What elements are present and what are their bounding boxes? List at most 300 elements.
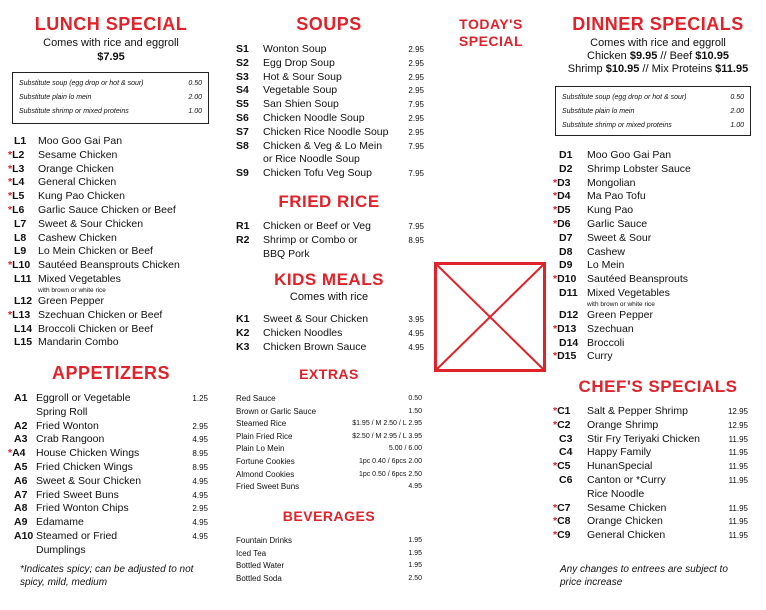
lunch-subtitle: Comes with rice and eggroll bbox=[43, 37, 179, 49]
item-name-line: Sweet & Sour bbox=[587, 231, 652, 244]
item-name-line: Fried Wonton bbox=[36, 419, 99, 432]
item-code bbox=[8, 489, 36, 503]
item-name bbox=[587, 446, 729, 460]
item-name bbox=[36, 447, 192, 461]
item-name-line: Sesame Chicken bbox=[38, 148, 118, 161]
item-name bbox=[587, 259, 759, 273]
todays-special-image-placeholder bbox=[434, 262, 546, 372]
menu-item bbox=[236, 327, 424, 341]
item-name: Iced Tea bbox=[236, 548, 267, 558]
item-code-text: A7 bbox=[14, 488, 28, 501]
menu-item bbox=[553, 433, 748, 447]
item-name-line: Sautéed Beansprouts Chicken bbox=[38, 259, 180, 272]
item-price: 11.95 bbox=[728, 448, 748, 458]
item-code-text: A6 bbox=[14, 474, 28, 487]
item-price: 4.95 bbox=[192, 490, 208, 500]
item-name bbox=[263, 140, 408, 168]
item-code-text: D7 bbox=[559, 231, 573, 244]
item-name bbox=[587, 419, 728, 433]
item-name bbox=[587, 515, 729, 529]
item-code bbox=[8, 163, 38, 177]
menu-item bbox=[553, 460, 748, 474]
item-note: with brown or white rice bbox=[38, 286, 106, 294]
item-name bbox=[38, 273, 218, 295]
spicy-marker: * bbox=[553, 418, 558, 431]
item-name-line: Cashew bbox=[587, 245, 625, 258]
dinner-title: DINNER SPECIALS bbox=[572, 14, 744, 34]
item-code bbox=[236, 98, 263, 112]
appetizers-list bbox=[8, 392, 208, 558]
appetizers-title: APPETIZERS bbox=[51, 363, 171, 383]
item-price: 8.95 bbox=[408, 235, 424, 245]
item-name bbox=[587, 273, 759, 287]
item-code-text: K2 bbox=[236, 326, 250, 339]
item-price: 2.95 bbox=[408, 127, 424, 137]
spicy-marker: * bbox=[553, 176, 558, 189]
item-name bbox=[38, 135, 218, 149]
item-code-text: L13 bbox=[12, 308, 31, 321]
item-code bbox=[8, 273, 38, 287]
menu-item bbox=[8, 273, 218, 295]
dinner-price-line-1: Chicken $9.95 // Beef $10.95 bbox=[587, 50, 729, 62]
soups-list bbox=[236, 43, 424, 181]
spicy-marker: * bbox=[553, 460, 558, 473]
substitution-row: Substitute soup (egg drop or hot & sour) 0.50 bbox=[562, 93, 744, 101]
item-name-line: Orange Chicken bbox=[587, 515, 663, 528]
item-price: 11.95 bbox=[728, 434, 748, 444]
item-code-text: D2 bbox=[559, 162, 573, 175]
item-code bbox=[236, 84, 263, 98]
spicy-marker: * bbox=[553, 405, 558, 417]
spicy-marker: * bbox=[8, 203, 13, 216]
menu-item bbox=[553, 529, 748, 543]
item-name-line: Orange Chicken bbox=[38, 162, 114, 175]
menu-item bbox=[236, 220, 424, 234]
menu-item bbox=[236, 393, 422, 406]
item-name: Almond Cookies bbox=[236, 469, 295, 479]
menu-item bbox=[236, 313, 424, 327]
item-code bbox=[553, 218, 587, 232]
spicy-marker: * bbox=[553, 190, 558, 203]
item-name bbox=[263, 98, 408, 112]
menu-item bbox=[8, 204, 218, 218]
item-code bbox=[553, 163, 587, 177]
spicy-marker: * bbox=[553, 350, 558, 363]
substitution-row: Substitute soup (egg drop or hot & sour) 0.50 bbox=[19, 79, 202, 87]
item-code bbox=[8, 392, 36, 406]
menu-item bbox=[553, 337, 759, 351]
fried-rice-title: FRIED RICE bbox=[278, 192, 380, 211]
item-name bbox=[263, 313, 408, 327]
item-code bbox=[8, 176, 38, 190]
item-name-line: Wonton Soup bbox=[263, 43, 327, 55]
item-price: 12.95 bbox=[727, 407, 748, 416]
item-name-line: San Shien Soup bbox=[263, 98, 339, 111]
item-name-line-2: Dumplings bbox=[36, 543, 86, 556]
item-code-text: D8 bbox=[559, 245, 573, 258]
item-code-text: L2 bbox=[12, 148, 25, 161]
item-price: 1pc 0.40 / 6pcs 2.00 bbox=[358, 457, 422, 465]
menu-item bbox=[8, 309, 218, 323]
menu-item bbox=[8, 530, 208, 558]
item-name bbox=[263, 71, 408, 85]
substitution-row: Substitute shrimp or mixed proteins 1.00 bbox=[19, 107, 202, 115]
item-price: 4.95 bbox=[408, 342, 424, 352]
spicy-marker: * bbox=[8, 190, 13, 203]
menu-item bbox=[8, 461, 208, 475]
spicy-marker: * bbox=[553, 529, 558, 542]
item-price: 2.95 bbox=[408, 58, 424, 68]
item-code-text: D4 bbox=[557, 190, 571, 203]
item-code bbox=[236, 43, 263, 57]
item-price: 1pc 0.50 / 6pcs 2.50 bbox=[358, 470, 422, 478]
item-name bbox=[263, 112, 408, 126]
item-code-text: L10 bbox=[12, 259, 31, 272]
menu-item bbox=[553, 309, 759, 323]
item-code-text: A3 bbox=[14, 433, 28, 446]
item-code bbox=[236, 313, 263, 327]
item-code bbox=[236, 167, 263, 181]
item-code-text: C5 bbox=[557, 460, 571, 473]
menu-item bbox=[236, 443, 422, 456]
fried-rice-list bbox=[236, 220, 424, 261]
item-price: 7.95 bbox=[408, 222, 424, 231]
item-name bbox=[587, 309, 759, 323]
menu-item bbox=[236, 98, 424, 112]
item-price: 2.95 bbox=[408, 45, 424, 54]
item-name-line: Szechuan Chicken or Beef bbox=[38, 308, 163, 321]
item-code bbox=[236, 220, 263, 234]
item-code-text: D12 bbox=[559, 308, 579, 321]
item-price: 1.95 bbox=[408, 549, 422, 557]
item-code-text: S6 bbox=[236, 111, 249, 124]
menu-item bbox=[236, 481, 422, 494]
menu-item bbox=[236, 548, 422, 561]
item-price: 11.95 bbox=[728, 503, 748, 513]
item-code bbox=[8, 232, 38, 246]
item-name-line: Crab Rangoon bbox=[36, 433, 105, 446]
item-code bbox=[8, 259, 38, 273]
item-name: Red Sauce bbox=[236, 394, 276, 403]
item-name bbox=[38, 232, 218, 246]
item-name bbox=[587, 177, 759, 191]
menu-item bbox=[236, 469, 422, 482]
item-code-text: K1 bbox=[236, 313, 250, 325]
item-name-line: Hot & Sour Soup bbox=[263, 70, 342, 83]
item-code-text: A9 bbox=[14, 516, 28, 529]
item-code bbox=[8, 149, 38, 163]
substitution-row: Substitute plain lo mein 2.00 bbox=[562, 107, 744, 115]
item-name-line: Chicken Brown Sauce bbox=[263, 340, 367, 353]
item-code-text: L6 bbox=[12, 203, 25, 216]
item-code-text: D14 bbox=[559, 336, 579, 349]
item-code bbox=[553, 419, 587, 433]
item-name-line: Moo Goo Gai Pan bbox=[587, 149, 672, 161]
item-name: Bottled Water bbox=[236, 561, 285, 571]
item-name-line: Chicken or Beef or Veg bbox=[263, 220, 371, 232]
menu-item bbox=[236, 126, 424, 140]
item-code bbox=[236, 327, 263, 341]
menu-item bbox=[236, 431, 422, 444]
item-code bbox=[8, 516, 36, 530]
menu-item bbox=[8, 232, 218, 246]
item-code-text: D5 bbox=[557, 204, 571, 217]
menu-item bbox=[236, 112, 424, 126]
item-name bbox=[263, 43, 408, 57]
item-name bbox=[263, 234, 408, 262]
item-code bbox=[236, 71, 263, 85]
item-price: 7.95 bbox=[408, 169, 424, 179]
menu-item bbox=[8, 323, 218, 337]
item-name-line: Sesame Chicken bbox=[587, 501, 667, 514]
item-code-text: C9 bbox=[557, 529, 571, 542]
item-price: $1.95 / M 2.50 / L 2.95 bbox=[352, 420, 422, 428]
item-code bbox=[8, 218, 38, 232]
item-code-text: L14 bbox=[14, 322, 33, 335]
item-code-text: D15 bbox=[557, 350, 577, 363]
item-name-line: Shrimp or Combo or bbox=[263, 233, 358, 246]
item-name bbox=[587, 337, 759, 351]
item-code-text: D3 bbox=[557, 176, 571, 189]
item-code bbox=[236, 57, 263, 71]
item-name bbox=[263, 341, 408, 355]
item-code bbox=[236, 126, 263, 140]
item-price: 1.95 bbox=[408, 562, 422, 570]
dinner-subtitle: Comes with rice and eggroll bbox=[590, 37, 726, 49]
item-name-line: Orange Shrimp bbox=[587, 418, 659, 431]
item-name-line-2: BBQ Pork bbox=[263, 247, 310, 260]
item-name-line: Green Pepper bbox=[587, 308, 653, 321]
item-code bbox=[553, 309, 587, 323]
item-code bbox=[8, 420, 36, 434]
item-name-line: Chicken Noodle Soup bbox=[263, 111, 365, 124]
item-name bbox=[38, 295, 218, 309]
menu-item bbox=[236, 573, 422, 586]
item-code bbox=[8, 135, 38, 149]
menu-item bbox=[553, 287, 759, 309]
item-name bbox=[38, 190, 218, 204]
menu-item bbox=[553, 474, 748, 502]
item-code-text: A8 bbox=[14, 502, 28, 515]
item-code-text: D10 bbox=[557, 273, 577, 286]
item-code bbox=[553, 446, 587, 460]
item-code bbox=[8, 295, 38, 309]
item-name: Brown or Garlic Sauce bbox=[236, 406, 317, 416]
menu-item bbox=[553, 273, 759, 287]
item-code bbox=[8, 502, 36, 516]
item-name bbox=[36, 420, 192, 434]
item-code bbox=[553, 529, 587, 543]
item-name bbox=[38, 245, 218, 259]
item-code-text: L3 bbox=[12, 162, 25, 175]
item-name bbox=[38, 336, 218, 350]
beverages-list bbox=[236, 535, 422, 585]
item-price: 1.95 bbox=[408, 537, 422, 544]
item-name-line: House Chicken Wings bbox=[36, 447, 140, 460]
item-name bbox=[36, 502, 192, 516]
spicy-marker: * bbox=[553, 501, 558, 514]
item-price: 4.95 bbox=[192, 518, 208, 528]
item-name: Plain Lo Mein bbox=[236, 444, 285, 454]
item-code-text: C2 bbox=[557, 418, 571, 431]
item-code-text: S8 bbox=[236, 139, 249, 152]
item-name-line: Chicken Noodles bbox=[263, 326, 343, 339]
menu-item bbox=[553, 259, 759, 273]
menu-item bbox=[8, 336, 218, 350]
item-name-line: Curry bbox=[587, 350, 613, 363]
item-name-line: Lo Mein Chicken or Beef bbox=[38, 245, 153, 258]
item-price: 0.50 bbox=[408, 395, 422, 402]
item-code-text: R1 bbox=[236, 220, 250, 232]
item-price: 2.50 bbox=[408, 574, 422, 582]
substitution-row: Substitute shrimp or mixed proteins 1.00 bbox=[562, 121, 744, 129]
item-name-line-2: Rice Noodle bbox=[587, 487, 645, 500]
menu-item bbox=[8, 433, 208, 447]
item-name bbox=[38, 204, 218, 218]
item-name bbox=[36, 392, 192, 420]
menu-item bbox=[553, 149, 759, 163]
item-code-text: D11 bbox=[559, 286, 578, 299]
item-code-text: A5 bbox=[14, 460, 28, 473]
item-code bbox=[553, 177, 587, 191]
menu-item bbox=[8, 475, 208, 489]
menu-item bbox=[236, 456, 422, 469]
item-name bbox=[587, 218, 759, 232]
substitution-row: Substitute plain lo mein 2.00 bbox=[19, 93, 202, 101]
item-name-line: Fried Sweet Buns bbox=[36, 488, 119, 501]
kids-subtitle: Comes with rice bbox=[289, 291, 369, 303]
item-name-line: Sweet & Sour Chicken bbox=[36, 474, 142, 487]
item-price: 4.95 bbox=[408, 483, 422, 491]
item-name bbox=[587, 246, 759, 260]
item-code-text: D6 bbox=[557, 217, 571, 230]
menu-item bbox=[8, 245, 218, 259]
item-name-line: Stir Fry Teriyaki Chicken bbox=[587, 432, 700, 445]
soups-title: SOUPS bbox=[296, 14, 362, 34]
item-price: 5.00 / 6.00 bbox=[388, 445, 422, 453]
item-price: 11.95 bbox=[728, 517, 748, 527]
lunch-title: LUNCH SPECIAL bbox=[34, 14, 188, 34]
item-code bbox=[8, 309, 38, 323]
spicy-footnote: *Indicates spicy; can be adjusted to not spicy, mild, medium bbox=[20, 564, 194, 588]
item-name bbox=[587, 529, 729, 543]
item-name bbox=[38, 218, 218, 232]
menu-item bbox=[236, 535, 422, 548]
item-name bbox=[587, 350, 759, 364]
item-code bbox=[553, 287, 587, 301]
item-price: 4.95 bbox=[408, 328, 424, 338]
item-name-line: Salt & Pepper Shrimp bbox=[587, 405, 688, 417]
item-price: 8.95 bbox=[192, 462, 208, 472]
item-code-text: C6 bbox=[559, 473, 573, 486]
item-name-line: Chicken Rice Noodle Soup bbox=[263, 125, 389, 138]
item-code-text: D13 bbox=[557, 322, 577, 335]
menu-item bbox=[553, 446, 748, 460]
item-name bbox=[587, 323, 759, 337]
item-code-text: L5 bbox=[12, 190, 25, 203]
dinner-price-line-2: Shrimp $10.95 // Mix Proteins $11.95 bbox=[567, 63, 749, 75]
item-code bbox=[553, 323, 587, 337]
item-code bbox=[236, 112, 263, 126]
item-code bbox=[8, 475, 36, 489]
kids-meals-title: KIDS MEALS bbox=[274, 270, 384, 289]
item-name bbox=[587, 474, 729, 502]
item-code-text: L12 bbox=[14, 294, 33, 307]
menu-item bbox=[553, 246, 759, 260]
menu-item bbox=[236, 71, 424, 85]
lunch-substitutions-box bbox=[12, 72, 209, 124]
chefs-specials-list bbox=[553, 405, 748, 543]
menu-item bbox=[8, 218, 218, 232]
item-code bbox=[553, 502, 587, 516]
menu-item bbox=[236, 341, 424, 355]
item-name-line: Egg Drop Soup bbox=[263, 56, 335, 69]
item-name bbox=[38, 149, 218, 163]
item-code-text: L4 bbox=[12, 176, 25, 189]
item-name: Bottled Soda bbox=[236, 573, 282, 583]
item-price: 11.95 bbox=[728, 475, 748, 485]
item-note: with brown or white rice bbox=[587, 300, 655, 308]
item-code-text: S5 bbox=[236, 98, 249, 111]
menu-item bbox=[8, 163, 218, 177]
menu-item bbox=[8, 190, 218, 204]
menu-item bbox=[553, 515, 748, 529]
item-code-text: S7 bbox=[236, 125, 249, 138]
item-name-line: Szechuan bbox=[587, 322, 634, 335]
item-name bbox=[263, 84, 408, 98]
menu-item bbox=[553, 218, 759, 232]
item-code-text: A1 bbox=[14, 392, 28, 404]
item-code-text: L1 bbox=[14, 135, 27, 147]
price-change-footnote: Any changes to entrees are subject to price increase bbox=[560, 564, 728, 588]
item-name bbox=[587, 433, 729, 447]
item-name-line: Kung Pao bbox=[587, 204, 634, 217]
item-code-text: S4 bbox=[236, 84, 249, 97]
lunch-price: $7.95 bbox=[97, 51, 125, 63]
item-code bbox=[8, 461, 36, 475]
item-code bbox=[8, 190, 38, 204]
menu-item bbox=[236, 84, 424, 98]
item-name-line: Lo Mein bbox=[587, 259, 625, 272]
item-code bbox=[8, 447, 36, 461]
extras-list bbox=[236, 393, 422, 494]
item-name bbox=[36, 475, 192, 489]
item-name bbox=[587, 232, 759, 246]
item-code bbox=[553, 246, 587, 260]
item-name-line: Broccoli Chicken or Beef bbox=[38, 322, 153, 335]
item-name: Fried Sweet Buns bbox=[236, 482, 300, 492]
item-name bbox=[587, 287, 759, 309]
item-name-line: Broccoli bbox=[587, 336, 625, 349]
item-code-text: R2 bbox=[236, 233, 250, 246]
menu-item bbox=[236, 418, 422, 431]
item-price: 2.95 bbox=[408, 113, 424, 123]
beverages-title: BEVERAGES bbox=[282, 508, 376, 524]
item-name bbox=[587, 204, 759, 218]
menu-item bbox=[8, 489, 208, 503]
item-name-line-2: Spring Roll bbox=[36, 405, 88, 418]
item-price: 3.95 bbox=[408, 315, 424, 324]
item-price: 2.95 bbox=[408, 86, 424, 96]
item-code bbox=[553, 232, 587, 246]
item-name-line: Vegetable Soup bbox=[263, 84, 338, 97]
item-name bbox=[587, 405, 728, 419]
item-code bbox=[553, 350, 587, 364]
menu-item bbox=[236, 560, 422, 573]
item-code bbox=[553, 515, 587, 529]
dinner-menu-list bbox=[553, 149, 759, 364]
item-code-text: A2 bbox=[14, 419, 28, 432]
